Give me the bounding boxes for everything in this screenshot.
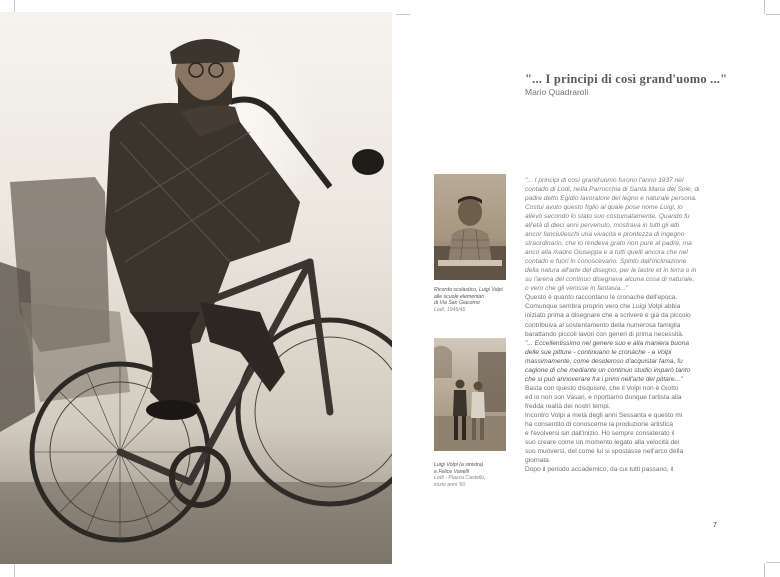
photo-caption — [434, 462, 486, 488]
caption-line: e Felice Vanelli — [434, 468, 469, 475]
page-number: 7 — [713, 522, 717, 529]
caption-line: di Via San Giacomo — [434, 300, 480, 307]
body-text-line: che si può annoverare fra i primi nell'arte del pittare..." — [525, 375, 683, 383]
photo-caption — [434, 287, 503, 313]
body-text-line: contado di Lodi, nella Parrocchia di Santa Maria del Sole, di — [525, 186, 700, 194]
crop-mark — [764, 563, 765, 577]
body-text-line: "... I principi di così grand'uomo furono l'anno 1937 nel — [525, 177, 684, 184]
caption-line: Lodi - Piazza Castello, — [434, 475, 486, 482]
body-text-line: iniziato prima a disegnare che a scrivere e già da piccolo — [525, 312, 691, 320]
body-text-line: Comunque sembra proprio vero che Luigi Volpi abbia — [525, 303, 681, 311]
article-body — [525, 176, 721, 474]
body-text-line: Dopo il periodo accademico, da cui tutti passano, il — [525, 466, 674, 473]
crop-mark — [766, 562, 780, 563]
body-text-line: ed io non son Vasari, e riportiamo dunque l'artista alla — [525, 393, 682, 401]
body-text-line: giornata. — [525, 456, 551, 464]
caption-line: Lodi, 1945/46 — [434, 306, 466, 313]
body-text-line: ha consentito di conoscerne la produzione artistica — [525, 420, 674, 428]
body-text-line: straordinario, che lo rendeva grato non pure al padre, ma — [525, 240, 692, 248]
body-text-line: fredda realtà dei nostri tempi. — [525, 402, 611, 410]
body-text-line: cagione di che mediante un continuo studio imparò tanto — [525, 366, 691, 374]
body-text-line: anco alla madre Giuseppa e a tutti quelli ancora che nel — [525, 249, 688, 257]
caption-line: Luigi Volpi (a sinistra) — [434, 462, 484, 468]
body-text-line: e l'evolversi sin dall'inizio. Ho sempre considerato il — [525, 429, 675, 437]
body-text-line: "... Eccellentissimo nel genere suo e alla maniera buona — [525, 339, 689, 347]
body-text-line: ancor fanciulleschi una vivacità e prontezza di ingegno — [525, 231, 685, 239]
body-text-line: all'età di dieci anni pervenuto, mostrava in tutti gli atti — [525, 222, 680, 230]
body-text-line: Costui avuto questo figlio al quale pose nome Luigi, lo — [525, 204, 683, 212]
body-text-line: massimamente, come desideroso d'acquistar fama, fu — [525, 357, 683, 365]
body-text-line: Questo è quanto raccontano le cronache dell'epoca. — [525, 294, 678, 302]
body-text-line: barattando piccoli lavori con generi di prima necessità. — [525, 330, 684, 338]
crop-mark — [14, 563, 15, 577]
caption-line: inizio anni '60 — [434, 481, 466, 488]
crop-mark — [396, 14, 410, 15]
caption-line: alle scuole elementari — [434, 293, 485, 300]
piazza-photo — [434, 338, 506, 451]
crop-mark — [766, 14, 780, 15]
body-text-line: contribuiva al sostentamento della numerosa famiglia — [525, 321, 681, 329]
body-text-line: allevò secondo lo stato suo costumatamente. Quando fu — [525, 213, 690, 221]
body-text-line: suo muoversi, del come lui si spostasse nell'arco della — [525, 447, 684, 455]
article-title: "... I principi di così grand'uomo ..." — [525, 72, 728, 86]
article-author: Mario Quadraroli — [525, 87, 589, 97]
caption-line: Ricordo scolastico, Luigi Volpi — [434, 287, 503, 293]
body-text-line: Basta con questo disquisire, che il Volpi non è Giotto — [525, 384, 679, 392]
body-text-line: delle sue pitture - continuano le cronache - a Volpi — [525, 348, 672, 356]
body-text-line: o vero che gli venisse in fantasia..." — [525, 285, 629, 293]
body-text-line: della natura all'arte del disegno, per le lastre et in terra o in — [525, 267, 697, 275]
school-portrait-photo — [434, 174, 506, 280]
body-text-line: su l'arena del continuo disegnava alcuna cosa di naturale, — [525, 276, 695, 284]
main-photograph — [0, 12, 392, 564]
body-text-line: suo creare come un momento legato alla velocità del — [525, 438, 680, 446]
crop-mark — [764, 0, 765, 14]
body-text-line: padre detto Egidio lavoratore del legno e naturale persona. — [525, 195, 697, 203]
body-text-line: Incontro Volpi a metà degli anni Sessanta e questo mi — [525, 411, 683, 419]
body-text-line: contado e fuori lo conoscevano. Spinto dall'inclinazione — [525, 258, 687, 266]
